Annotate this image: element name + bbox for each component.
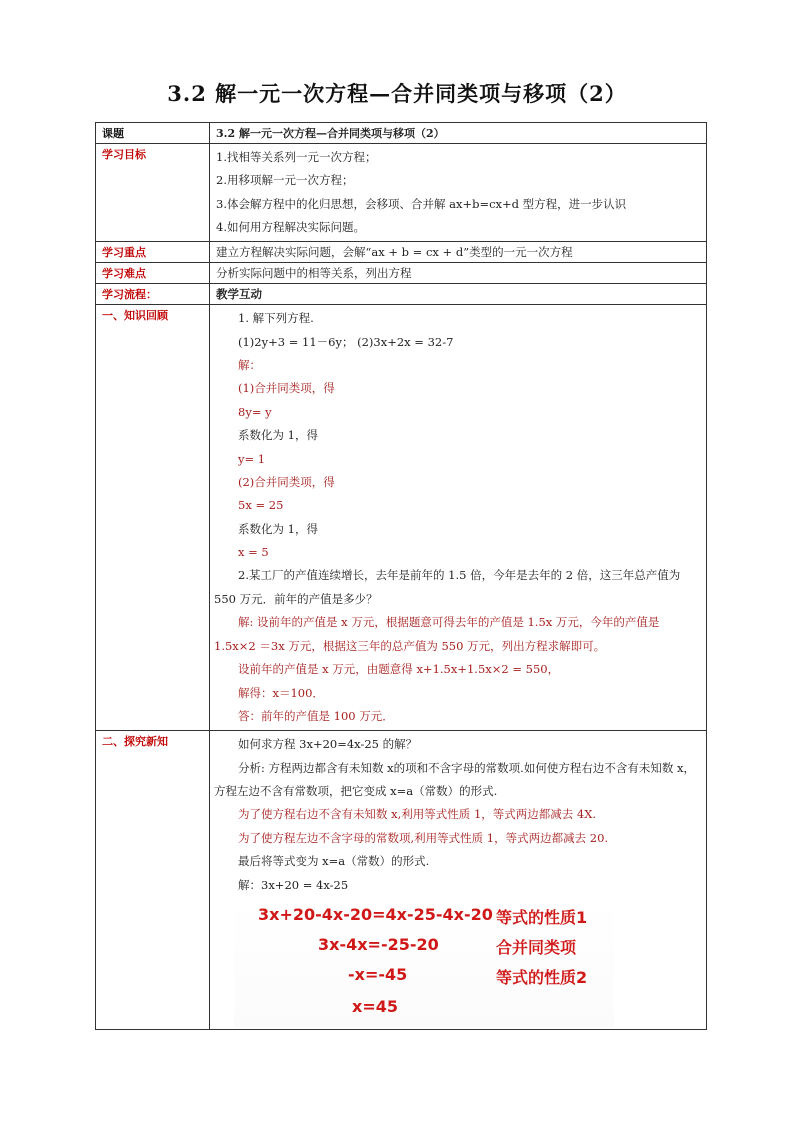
problem-2-answer: 答：前年的产值是 100 万元． (238, 708, 394, 723)
lesson-table (95, 122, 707, 1030)
problem-2: 2.某工厂的产值连续增长，去年是前年的 1.5 倍，今年是去年的 2 倍，这三年总产值为 550 万元．前年的产值是多少？ (214, 568, 681, 606)
review-line: 系数化为 1，得 (238, 428, 318, 443)
problem-2-solution: 解得：x＝100． (238, 685, 324, 700)
equation-note: 等式的性质2 (496, 968, 588, 988)
topic-row (96, 123, 707, 144)
problem-2-analysis: 解: 设前年的产值是 x 万元，根据题意可得去年的产值是 1.5x 万元，今年的产值是 1.5x×2 ＝3x 万元，根据这三年的总产值为 550 万元，列出方程求解即可。 (214, 615, 660, 653)
goal-item: 2.用移项解一元一次方程； (216, 173, 354, 188)
explore-label: 二、探究新知 (96, 731, 210, 1030)
process-label: 学习流程： (96, 284, 210, 305)
goals-row (96, 144, 707, 242)
key-label: 学习重点 (96, 242, 210, 263)
equation-note: 合并同类项 (496, 938, 577, 958)
review-line: (2)合并同类项，得 (238, 474, 335, 489)
review-line: 解： (238, 357, 261, 372)
explore-step-1: 为了使方程右边不含有未知数 x,利用等式性质 1，等式两边都减去 4X. (238, 807, 597, 822)
difficulty-label: 学习难点 (96, 263, 210, 284)
explore-row (96, 731, 707, 1030)
difficulty-row (96, 263, 707, 284)
key-row (96, 242, 707, 263)
review-label: 一、知识回顾 (96, 305, 210, 731)
review-line: x = 5 (238, 545, 269, 560)
review-line: y= 1 (238, 451, 266, 466)
topic-label: 课题 (96, 123, 210, 144)
explore-step-2: 为了使方程左边不含字母的常数项,利用等式性质 1，等式两边都减去 20. (238, 830, 609, 845)
review-line: (1)合并同类项，得 (238, 381, 335, 396)
difficulty-value: 分析实际问题中的相等关系，列出方程 (210, 263, 707, 284)
goal-item: 4.如何用方程解决实际问题。 (216, 219, 365, 234)
page-title: 3.2 解一元一次方程—合并同类项与移项（2） (167, 81, 627, 106)
key-value: 建立方程解决实际问题，会解“ax + b = cx + d”类型的一元一次方程 (210, 242, 707, 263)
equation-line: -x=-45 (348, 965, 408, 985)
explore-content (210, 731, 707, 1030)
equation-line: x=45 (352, 997, 398, 1017)
problem-2-setup: 设前年的产值是 x 万元，由题意得 x+1.5x+1.5x×2 = 550， (238, 662, 560, 677)
review-line: 8y= y (238, 404, 272, 419)
equation-line: 3x+20-4x-20=4x-25-4x-20 (258, 905, 493, 925)
explore-step-3: 最后将等式变为 x=a（常数）的形式. (238, 854, 430, 869)
review-line: 5x = 25 (238, 498, 284, 513)
review-line: 1. 解下列方程. (238, 311, 314, 326)
topic-value: 3.2 解一元一次方程—合并同类项与移项（2） (210, 123, 707, 144)
review-row (96, 305, 707, 731)
review-line: 系数化为 1，得 (238, 521, 318, 536)
goal-item: 1.找相等关系列一元一次方程； (216, 150, 377, 164)
equation-line: 3x-4x=-25-20 (318, 935, 439, 955)
goals-label: 学习目标 (96, 144, 210, 242)
explore-solve: 解：3x+20 = 4x-25 (238, 877, 349, 892)
equation-figure (234, 899, 614, 1027)
process-value: 教学互动 (210, 284, 707, 305)
goal-item: 3.体会解方程中的化归思想，会移项、合并解 ax+b=cx+d 型方程，进一步认识 (216, 196, 627, 211)
explore-analysis: 分析: 方程两边都含有未知数 x的项和不含字母的常数项.如何使方程右边不含有未知数 x，方程左边不含有常数项，把它变成 x=a（常数）的形式. (214, 760, 695, 799)
process-row (96, 284, 707, 305)
goals-list (210, 144, 707, 242)
review-line: (1)2y+3 = 11－6y； (2)3x+2x = 32-7 (238, 334, 454, 349)
explore-question: 如何求方程 3x+20=4x-25 的解？ (238, 737, 418, 752)
review-content (210, 305, 707, 731)
equation-note: 等式的性质1 (496, 908, 588, 928)
